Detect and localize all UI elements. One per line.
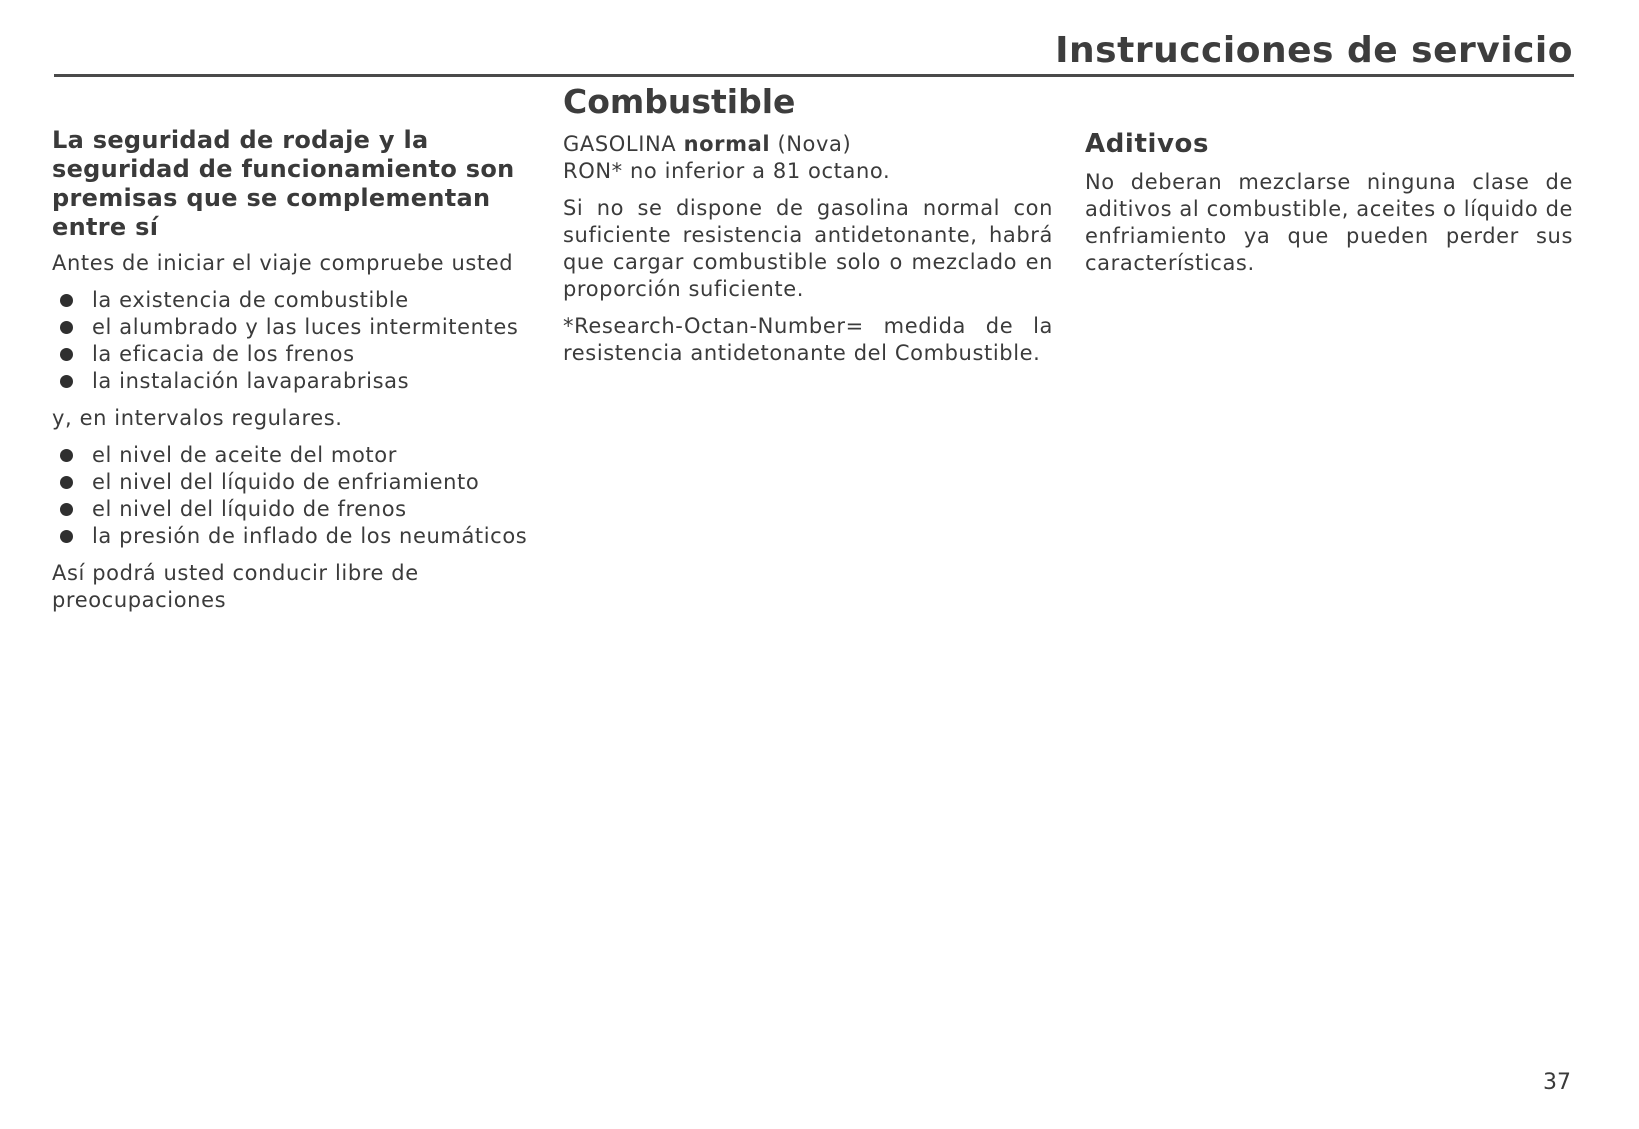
bullet-icon bbox=[60, 294, 73, 307]
list-item bbox=[52, 341, 542, 368]
page-number: 37 bbox=[1543, 1070, 1571, 1095]
list-item bbox=[52, 469, 542, 496]
section-title-combustible: Combustible bbox=[563, 82, 796, 121]
bullet-icon bbox=[60, 503, 73, 516]
aditivos-heading: Aditivos bbox=[1085, 129, 1210, 159]
list-item-text: el alumbrado y las luces intermitentes bbox=[92, 315, 519, 339]
bullet-icon bbox=[60, 530, 73, 543]
aditivos-paragraph: No deberan mezclarse ninguna clase de aditivos al combustible, aceites o líquido de enfriamiento ya que pueden perder sus características. bbox=[1085, 170, 1574, 275]
list-item-text: el nivel del líquido de enfriamiento bbox=[92, 470, 480, 494]
intervals-text: y, en intervalos regulares. bbox=[52, 406, 343, 430]
list-item-text: la instalación lavaparabrisas bbox=[92, 369, 410, 393]
list-item bbox=[52, 287, 542, 314]
list-item-text: la eficacia de los frenos bbox=[92, 342, 355, 366]
bullet-icon bbox=[60, 348, 73, 361]
bullet-icon bbox=[60, 476, 73, 489]
list-item-text: el nivel del líquido de frenos bbox=[92, 497, 407, 521]
page-title: Instrucciones de servicio bbox=[1055, 30, 1573, 71]
ron-footnote: *Research-Octan-Number= medida de la resistencia antidetonante del Combustible. bbox=[563, 314, 1053, 365]
list-item-text: el nivel de aceite del motor bbox=[92, 443, 397, 467]
header-rule bbox=[54, 74, 1574, 77]
list-item bbox=[52, 496, 542, 523]
fuel-type-bold: normal bbox=[683, 132, 771, 156]
list-item-text: la presión de inflado de los neumáticos bbox=[92, 524, 528, 548]
safety-intro: Antes de iniciar el viaje compruebe usted bbox=[52, 251, 514, 275]
safety-heading: La seguridad de rodaje y la seguridad de funcionamiento son premisas que se complementan entre sí bbox=[52, 126, 515, 241]
list-item bbox=[52, 314, 542, 341]
check-list-regular bbox=[52, 442, 542, 550]
check-list-before-trip bbox=[52, 287, 542, 395]
aditivos-column bbox=[1085, 127, 1573, 277]
left-column bbox=[52, 126, 542, 624]
list-item bbox=[52, 442, 542, 469]
list-item-text: la existencia de combustible bbox=[92, 288, 409, 312]
octane-line: RON* no inferior a 81 octano. bbox=[563, 159, 891, 183]
fuel-type-suffix: (Nova) bbox=[777, 132, 852, 156]
bullet-icon bbox=[60, 449, 73, 462]
closing-text: Así podrá usted conducir libre de preocupaciones bbox=[52, 561, 419, 612]
combustible-column bbox=[563, 131, 1053, 377]
fuel-type-line bbox=[563, 131, 1053, 158]
bullet-icon bbox=[60, 321, 73, 334]
list-item bbox=[52, 368, 542, 395]
list-item bbox=[52, 523, 542, 550]
bullet-icon bbox=[60, 375, 73, 388]
fuel-type-prefix: GASOLINA bbox=[563, 132, 677, 156]
combustible-paragraph: Si no se dispone de gasolina normal con suficiente resistencia antidetonante, habrá que cargar combustible solo o mezclado en proporción suficiente. bbox=[563, 196, 1053, 301]
